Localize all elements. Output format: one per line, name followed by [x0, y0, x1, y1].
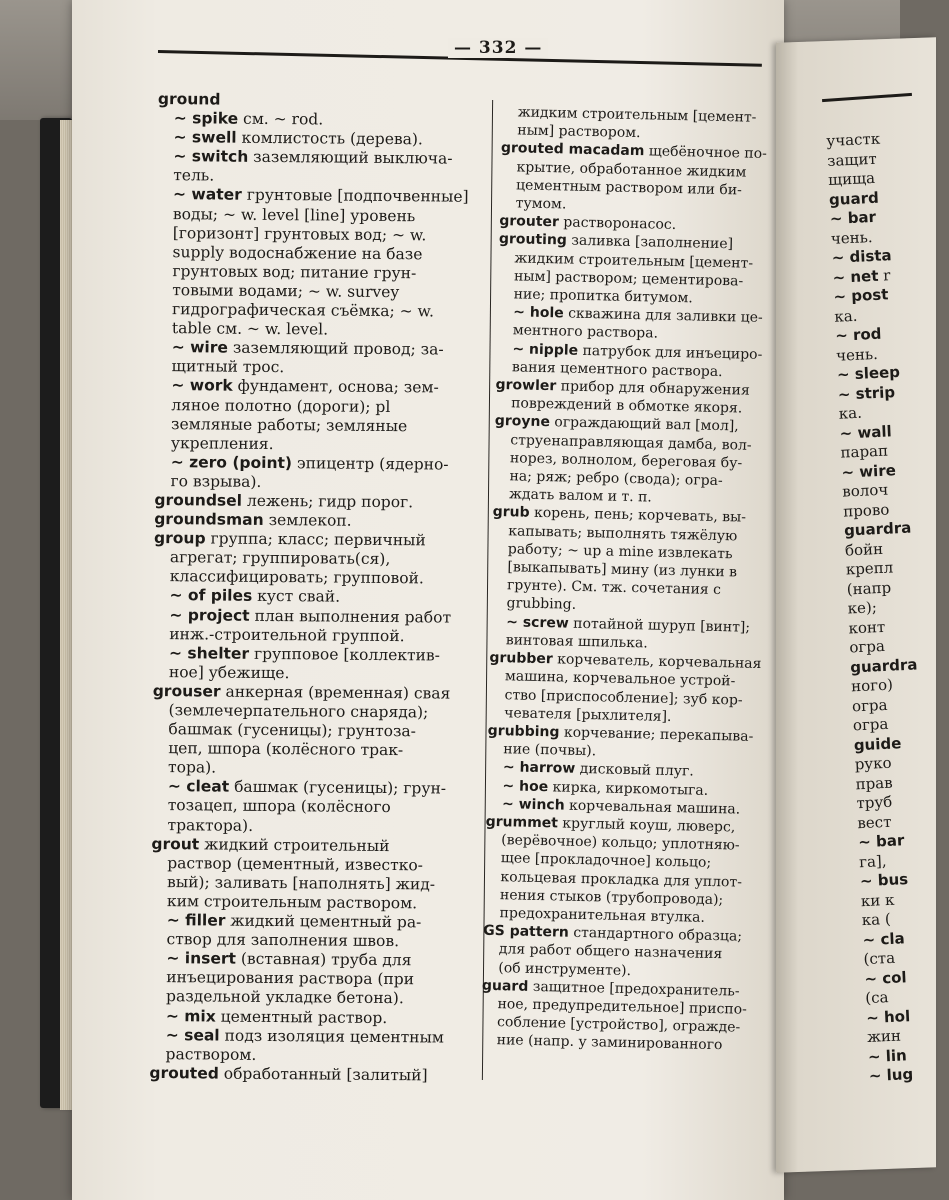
definition-text: ким строительным раствором. — [166, 892, 418, 913]
headword: ~ strip — [837, 382, 896, 404]
definition-text: створ для заполнения швов. — [166, 930, 400, 951]
definition-text: ние (напр. у заминированного — [496, 1032, 723, 1054]
definition-text: машина, корчевальное устрой- — [504, 668, 736, 690]
headword: ~ hoe — [502, 777, 549, 795]
definition-text: вый); заливать [наполнять] жид- — [167, 872, 436, 894]
headword: ~ harrow — [502, 759, 576, 778]
headword: ~ bar — [829, 207, 877, 228]
definition-text: грунтовые [подпочвенные] — [241, 186, 469, 207]
dictionary-line — [868, 1063, 949, 1086]
definition-text: жидким строительным [цемент- — [514, 249, 754, 272]
headword: grout — [151, 834, 200, 854]
headword: guardra — [843, 518, 912, 540]
definition-text: grubbing. — [506, 595, 577, 614]
definition-text: ное] убежище. — [168, 662, 290, 682]
definition-text: волоч — [841, 480, 889, 501]
definition-text: на; ряж; ребро (свода); огра- — [509, 468, 723, 490]
definition-text: огра — [848, 636, 886, 657]
headword: ~ nipple — [512, 340, 579, 359]
definition-text: ного) — [850, 675, 894, 696]
definition-text: фундамент, основа; зем- — [232, 377, 439, 397]
definition-text: повреждений в обмотке якоря. — [511, 395, 743, 417]
definition-text: прав — [855, 773, 893, 793]
definition-text: вания цементного раствора. — [511, 359, 723, 380]
definition-text: раствор (цементный, известко- — [167, 853, 424, 875]
definition-text: (са — [864, 988, 889, 1008]
definition-text: прово — [842, 500, 890, 521]
definition-text: ментного раствора. — [512, 322, 659, 343]
headword: ~ sleep — [836, 362, 901, 384]
headword: grouter — [499, 213, 560, 231]
headword: guide — [853, 733, 902, 754]
definition-text: парап — [840, 441, 889, 462]
headword: ~ lin — [867, 1045, 908, 1066]
definition-text: (ста — [863, 948, 896, 969]
headword: ~ water — [173, 185, 242, 205]
definition-text: корчевальная машина. — [564, 797, 741, 818]
definition-text: ограждающий вал [мол], — [549, 414, 739, 435]
definition-text: дисковый плуг. — [575, 761, 694, 780]
definition-text: план выполнения работ — [249, 606, 452, 627]
definition-text: цементный раствор. — [215, 1007, 388, 1027]
definition-text: ным] раствором. — [517, 122, 641, 142]
definition-text: ка. — [838, 403, 863, 423]
headword: growler — [495, 376, 557, 395]
definition-text: воды; ~ w. level [line] уровень — [172, 204, 416, 225]
definition-text: нения стыков (трубопровода); — [499, 886, 724, 908]
definition-text: крытие, обработанное жидким — [516, 158, 747, 181]
definition-text: цеп, шпора (колёсного трак- — [168, 739, 404, 760]
definition-text: лежень; гидр порог. — [241, 491, 414, 512]
headword: ~ swell — [173, 128, 237, 147]
definition-text: агрегат; группировать(ся), — [169, 548, 391, 569]
definition-text: защитное [предохранитель- — [528, 978, 740, 1000]
definition-text: гидрографическая съёмка; ~ w. — [172, 300, 435, 321]
definition-text: предохранительная втулка. — [499, 905, 706, 926]
definition-text: supply водоснабжение на базе — [172, 242, 423, 264]
dictionary-line — [149, 1064, 461, 1086]
definition-text: вест — [856, 812, 892, 832]
page-number: — 332 — — [448, 38, 548, 58]
definition-text: струенаправляющая дамба, вол- — [510, 431, 752, 454]
definition-text: комлистость (дерева). — [236, 128, 423, 149]
definition-text: тозацеп, шпора (колёсного — [167, 796, 391, 817]
definition-text: го взрыва). — [170, 472, 262, 491]
definition-text: корчевание; перекапыва- — [559, 724, 754, 745]
headword: group — [154, 529, 206, 548]
headword: grouted macadam — [500, 140, 645, 160]
definition-text: (землечерпательного снаряда); — [168, 701, 429, 722]
headword: guardra — [849, 654, 918, 676]
definition-text: кирка, киркомотыга. — [548, 778, 709, 799]
headword: ~ insert — [166, 949, 237, 968]
definition-text: корень, пень; корчевать, вы- — [529, 505, 747, 527]
definition-text: крепл — [845, 558, 894, 579]
headword: ~ bus — [859, 870, 909, 891]
headword: groyne — [494, 413, 551, 431]
definition-text: см. ~ rod. — [238, 109, 324, 129]
definition-text: грунте). См. тж. сочетания с — [506, 577, 722, 599]
headword: ~ rod — [834, 324, 882, 345]
headword: ~ post — [833, 285, 889, 306]
definition-text: огра — [851, 695, 888, 715]
headword: ~ hol — [865, 1006, 911, 1027]
headword: grouted — [149, 1063, 219, 1083]
definition-text: тора). — [168, 758, 217, 777]
definition-text: ние (почвы). — [503, 741, 597, 760]
headword: ~ of piles — [169, 586, 253, 606]
headword: ~ winch — [501, 795, 565, 814]
definition-text: жидким строительным [цемент- — [517, 104, 757, 126]
definition-text: [выкапывать] мину (из лунки в — [507, 559, 738, 581]
definition-text: растворонасос. — [558, 214, 677, 234]
definition-text: труб — [856, 792, 893, 813]
definition-text: ке); — [847, 598, 878, 618]
definition-text: ние; пропитка битумом. — [513, 286, 694, 307]
definition-text: инъецирования раствора (при — [166, 968, 415, 989]
definition-text: (вставная) труба для — [235, 949, 412, 970]
headword: ~ zero (point) — [170, 452, 293, 472]
definition-text: защит — [826, 149, 878, 170]
definition-text: заливка [заполнение] — [566, 232, 734, 253]
definition-text: норез, волнолом, береговая бу- — [509, 450, 743, 472]
definition-text: ное, предупредительное] приспо- — [497, 996, 748, 1018]
definition-text: щитный трос. — [171, 357, 285, 377]
definition-text: цементным раствором или би- — [515, 177, 743, 199]
definition-text: [горизонт] грунтовых вод; ~ w. — [172, 223, 427, 245]
definition-text: ство [приспособление]; зуб кор- — [504, 686, 743, 709]
definition-text: трактора). — [167, 815, 254, 835]
definition-text: руко — [854, 753, 892, 774]
definition-text: r — [877, 265, 891, 285]
headword: ~ filler — [166, 911, 226, 930]
definition-text: чень. — [830, 227, 873, 248]
headword: grubber — [489, 649, 553, 668]
definition-text: участк — [826, 129, 881, 150]
headword: ~ screw — [506, 613, 569, 632]
headword: groundsel — [154, 490, 243, 510]
definition-text: обработанный [залитый] — [218, 1064, 428, 1085]
headword: ~ cla — [862, 928, 905, 949]
definition-text: ным] раствором; цементирова- — [513, 268, 744, 290]
definition-text: башмак (гусеницы); грун- — [229, 778, 447, 798]
definition-text: кольцевая прокладка для уплот- — [500, 868, 743, 891]
definition-text: огра — [852, 714, 889, 735]
definition-text: земляные работы; земляные — [171, 414, 408, 435]
headword: ~ hole — [513, 304, 564, 322]
definition-text: классифицировать; групповой. — [169, 567, 424, 588]
definition-text: конт — [848, 617, 886, 637]
definition-text: бойн — [844, 539, 884, 560]
headword: ~ seal — [165, 1025, 220, 1045]
headword: grouser — [152, 681, 221, 701]
definition-text: скважина для заливки це- — [563, 305, 763, 327]
definition-text: винтовая шпилька. — [505, 632, 648, 652]
headword: groundsman — [154, 510, 264, 530]
headword: guard — [481, 977, 529, 995]
headword: ~ lug — [868, 1065, 914, 1086]
definition-text: table см. ~ w. level. — [171, 319, 329, 339]
headword: guard — [828, 188, 880, 209]
headword: grubbing — [487, 722, 560, 741]
definition-text: га], — [858, 851, 887, 871]
definition-text: жидкий строительный — [199, 835, 390, 855]
definition-text: корчеватель, корчевальная — [552, 651, 762, 673]
headword: ~ wire — [841, 460, 897, 482]
definition-text: стандартного образца; — [568, 924, 743, 945]
definition-text: грунтовых вод; питание грун- — [172, 261, 417, 283]
definition-text: капывать; выполнять тяжёлую — [508, 522, 738, 545]
definition-text: (напр — [846, 578, 892, 599]
definition-text: щебёночное по- — [644, 143, 767, 163]
headword: ~ bar — [857, 831, 905, 852]
definition-text: собление [устройство], огражде- — [496, 1014, 741, 1036]
definition-text: куст свай. — [252, 587, 341, 607]
headword: ground — [157, 90, 221, 109]
definition-text: ка ( — [861, 909, 892, 930]
headword: grouting — [498, 231, 568, 249]
definition-text: патрубок для инъециро- — [577, 342, 763, 363]
definition-text: щища — [827, 168, 876, 189]
definition-text: ки к — [860, 890, 895, 910]
definition-text: тель. — [173, 166, 215, 185]
definition-text: анкерная (временная) свая — [220, 682, 451, 703]
definition-text: потайной шуруп [винт]; — [568, 615, 751, 636]
definition-text: щее [прокладочное] кольцо; — [500, 850, 712, 872]
definition-text: заземляющий выключа- — [248, 148, 453, 168]
headword: ~ project — [169, 605, 250, 625]
definition-text: подз изоляция цементным — [219, 1026, 444, 1047]
headword: ~ col — [864, 967, 907, 988]
definition-text: чевателя [рыхлителя]. — [503, 704, 672, 725]
definition-text: землекоп. — [263, 511, 352, 530]
definition-text: ка. — [833, 306, 858, 326]
headword: ~ wire — [171, 338, 229, 357]
headword: ~ work — [171, 376, 233, 396]
definition-text: для работ общего назначения — [498, 941, 723, 963]
definition-text: (верёвочное) кольцо; уплотняю- — [501, 832, 740, 854]
headword: ~ net — [832, 266, 879, 287]
headword: ~ mix — [165, 1006, 216, 1026]
definition-text: группа; класс; первичный — [205, 529, 426, 550]
definition-text: башмак (гусеницы); грунтоза- — [168, 720, 417, 741]
headword: ~ cleat — [167, 777, 230, 797]
headword: ~ wall — [839, 421, 893, 443]
headword: grummet — [485, 813, 559, 832]
definition-text: работу; ~ up a mine извлекать — [507, 541, 733, 563]
definition-text: (об инструменте). — [498, 959, 632, 979]
headword: ~ spike — [173, 109, 239, 128]
definition-text: ждать валом и т. п. — [508, 486, 653, 506]
definition-text: групповое [коллектив- — [249, 644, 440, 665]
headword: ~ shelter — [169, 643, 250, 663]
middle-column — [481, 103, 767, 1055]
headword: ~ switch — [173, 147, 249, 167]
definition-text: укрепления. — [170, 433, 274, 453]
definition-text: инж.-строительной группой. — [169, 624, 405, 645]
headword: grub — [492, 504, 530, 522]
definition-text: раствором. — [165, 1044, 257, 1064]
left-column — [149, 90, 470, 1086]
definition-text: жин — [866, 1026, 902, 1047]
definition-text: жидкий цементный ра- — [225, 911, 422, 932]
definition-text: товыми водами; ~ w. survey — [172, 281, 400, 302]
definition-text: раздельной укладке бетона). — [166, 987, 404, 1008]
definition-text: заземляющий провод; за- — [227, 338, 444, 359]
definition-text: тумом. — [515, 195, 567, 213]
definition-text: чень. — [835, 344, 879, 365]
headword: ~ dista — [831, 246, 892, 267]
definition-text: ляное полотно (дороги); pl — [171, 395, 391, 416]
definition-text: прибор для обнаружения — [556, 378, 750, 399]
headword: GS pattern — [483, 922, 570, 941]
definition-text: эпицентр (ядерно- — [291, 453, 449, 474]
definition-text: круглый коуш, люверс, — [557, 815, 736, 836]
